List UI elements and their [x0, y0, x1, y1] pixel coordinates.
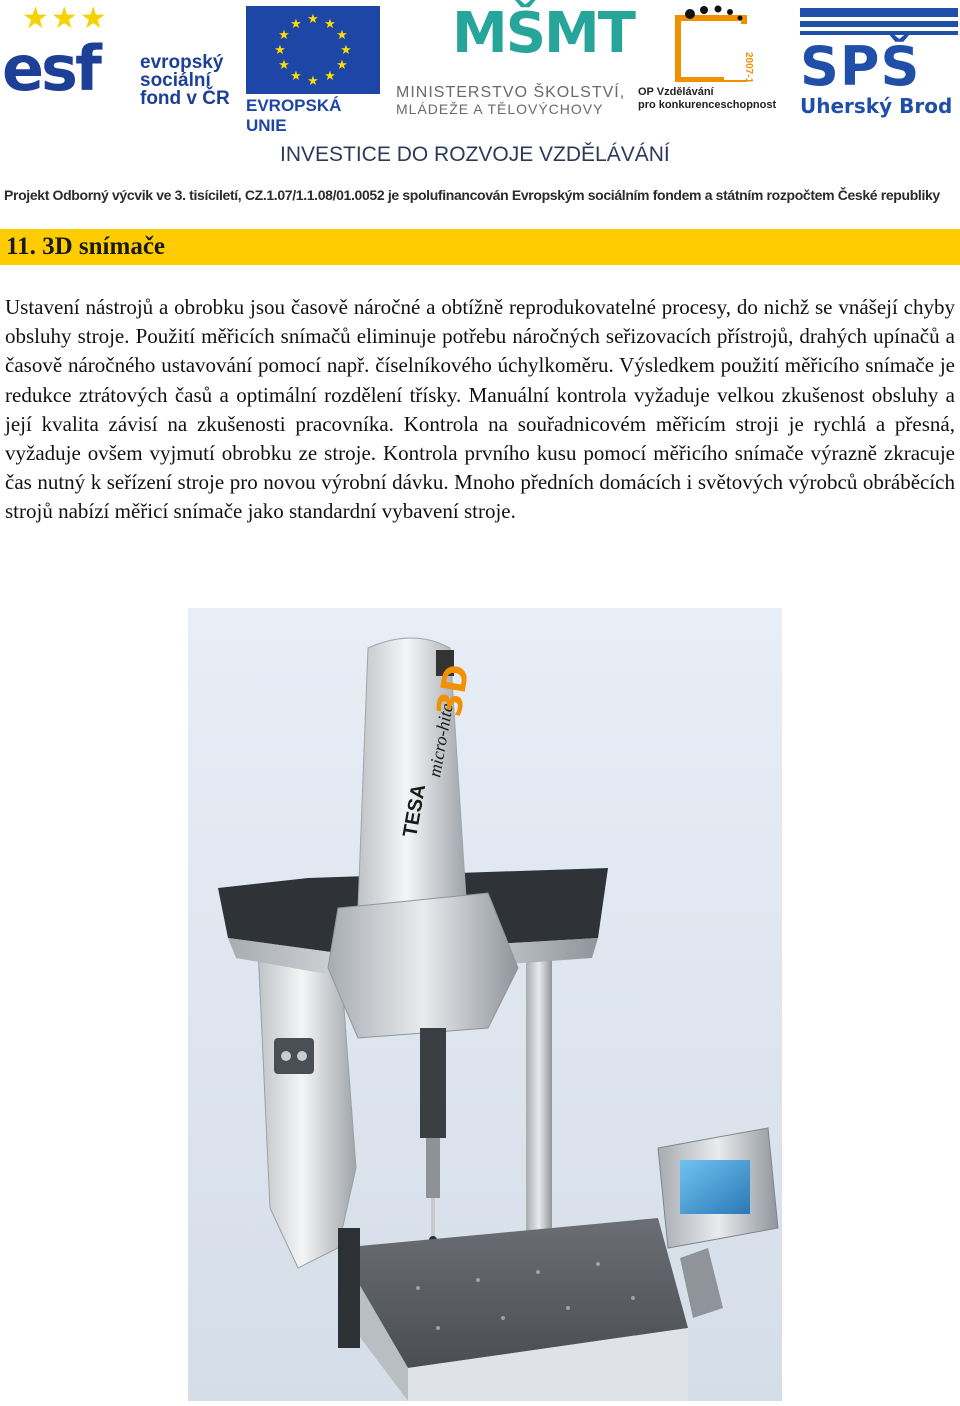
eu-caption: EVROPSKÁ UNIE	[246, 96, 342, 135]
esf-caption-line2: sociální	[140, 70, 211, 91]
svg-text:★: ★	[324, 69, 336, 84]
svg-text:★: ★	[307, 12, 319, 27]
photo-model: micro-hite	[424, 702, 457, 779]
photo-mark: 3D	[429, 661, 478, 720]
msmt-logo: MŠMT	[452, 1, 634, 66]
svg-text:★: ★	[336, 58, 348, 73]
msmt-caption-line1: MINISTERSTVO ŠKOLSTVÍ,	[396, 84, 626, 101]
op-vk-logo-icon	[666, 4, 760, 82]
esf-caption-line1: evropský	[140, 52, 224, 73]
esf-stars-icon: ★★★	[22, 2, 109, 35]
project-statement: Projekt Odborný výcvik ve 3. tisíciletí, CZ.1.07/1.1.08/01.0052 je spolufinancován Evropským sociálním fondem a státním rozpočtem České republiky	[4, 187, 940, 203]
sps-town: Uherský Brod	[800, 94, 953, 118]
esf-letters: esf	[2, 32, 99, 105]
chapter-heading-bar	[0, 229, 960, 265]
svg-text:★: ★	[340, 43, 352, 58]
photo-brand: TESA	[399, 782, 431, 839]
svg-text:★: ★	[336, 28, 348, 43]
svg-text:★: ★	[278, 28, 290, 43]
measuring-machine-photo	[188, 608, 782, 1401]
svg-text:★: ★	[278, 58, 290, 73]
svg-text:★: ★	[274, 43, 286, 58]
msmt-caption-line2: MLÁDEŽE A TĚLOVÝCHOVY	[396, 101, 604, 117]
esf-caption-line3: fond v ČR	[140, 88, 230, 109]
svg-text:★: ★	[290, 17, 302, 32]
investice-slogan: INVESTICE DO ROZVOJE VZDĚLÁVÁNÍ	[280, 143, 670, 166]
op-caption-line1: OP Vzdělávání	[638, 86, 714, 98]
sps-letters: SPŠ	[800, 35, 921, 98]
sps-logo	[800, 6, 958, 122]
esf-caption	[140, 54, 230, 108]
logo-strip	[0, 0, 960, 135]
svg-text:★: ★	[307, 74, 319, 89]
svg-text:★: ★	[290, 69, 302, 84]
op-caption	[638, 86, 776, 112]
op-caption-line2: pro konkurenceschopnost	[638, 99, 777, 111]
esf-logo	[2, 4, 236, 116]
svg-text:★: ★	[324, 17, 336, 32]
eu-flag-icon	[246, 6, 380, 94]
chapter-title: 11. 3D snímače	[6, 233, 166, 260]
body-paragraph: Ustavení nástrojů a obrobku jsou časově náročné a obtížně reprodukovatelné procesy, do nichž se vnášejí chyby obsluhy stroje. Použití měřicích snímačů eliminuje potřebu náročných seřizovacích přístrojů, drahých upínačů a časově náročného ustavování pomocí např. číselníkového úchylkoměru. Výsledkem použití měřicího snímače je redukce ztrátových časů a optimální rozdělení třísky. Manuální kontrola vyžaduje velkou zkušenost obsluhy a její kvalita závisí na zkušenosti pracovníka. Kontrola na souřadnicovém měřicím stroji je rychlá a přesná, vyžaduje ovšem vyjmutí obrobku ze stroje. Kontrola prvního kusu pomocí měřicího snímače výrazně zkracuje čas nutný k seřízení stroje pro novou výrobní dávku. Mnoho předních domácích i světových výrobců obráběcích strojů nabízí měřicí snímače jako standardní vybavení stroje.	[5, 295, 955, 524]
op-years: 2007-13	[743, 52, 754, 82]
